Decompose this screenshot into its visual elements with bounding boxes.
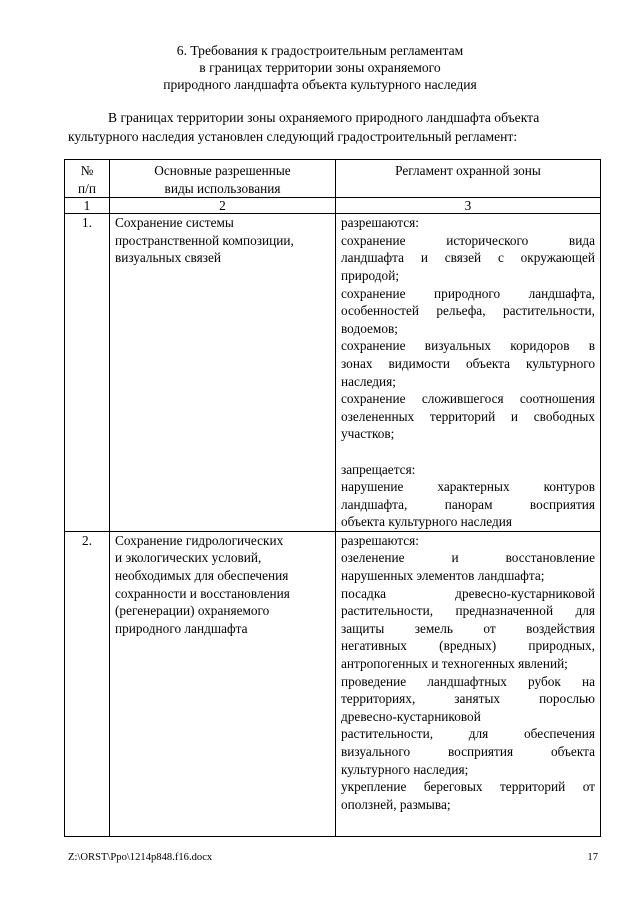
allowed-line: озелененных территорий и свободных	[341, 408, 595, 424]
use-line: сохранности и восстановления	[115, 585, 290, 601]
header-uses-line-2: виды использования	[164, 180, 281, 196]
use-line: природного ландшафта	[115, 620, 248, 636]
allowed-line: оползней, размыва;	[341, 796, 451, 812]
column-number: 2	[110, 198, 336, 214]
allowed-line: культурного наследия;	[341, 761, 469, 777]
allowed-line: сохранение исторического вида	[341, 232, 595, 248]
allowed-line: растительности, для обеспечения	[341, 726, 595, 742]
forbidden-line: нарушение характерных контуров	[341, 479, 595, 495]
forbidden-line: ландшафта, панорам восприятия	[341, 496, 595, 512]
intro-line-2: культурного наследия установлен следующий градостроительный регламент:	[68, 129, 518, 144]
header-number-line-1: №	[80, 163, 94, 178]
spacer	[341, 443, 595, 461]
table-row	[65, 531, 601, 836]
row-use-cell	[110, 531, 336, 836]
forbidden-title: запрещается:	[341, 461, 416, 477]
allowed-line: защиты земель от воздействия	[341, 620, 595, 636]
row-number: 2.	[65, 531, 110, 836]
allowed-line: нарушенных элементов ландшафта;	[341, 568, 545, 584]
header-number-line-2: п/п	[78, 180, 96, 196]
heading-line-1: 6. Требования к градостроительным регламентам	[176, 43, 464, 58]
header-uses-line-1: Основные разрешенные	[154, 163, 291, 178]
forbidden-line: объекта культурного наследия	[341, 514, 512, 530]
header-uses	[110, 160, 336, 198]
section-heading	[70, 42, 570, 93]
allowed-title: разрешаются:	[341, 215, 419, 231]
allowed-line: территориях, занятых порослью	[341, 691, 595, 707]
allowed-line: сохранение визуальных коридоров в	[341, 338, 595, 354]
use-line: пространственной композиции,	[115, 232, 294, 248]
allowed-line: участков;	[341, 426, 395, 442]
use-line: Сохранение системы	[115, 215, 234, 231]
heading-line-3: природного ландшафта объекта культурного наследия	[163, 77, 477, 92]
row-number: 1.	[65, 214, 110, 532]
use-line: необходимых для обеспечения	[115, 568, 289, 584]
allowed-line: природой;	[341, 267, 400, 283]
allowed-line: негативных (вредных) природных,	[341, 638, 595, 654]
allowed-title: разрешаются:	[341, 532, 419, 548]
column-number-row	[65, 198, 601, 214]
allowed-line: сохранение природного ландшафта,	[341, 285, 595, 301]
regulation-table	[64, 159, 601, 837]
heading-line-2: в границах территории зоны охраняемого	[199, 60, 441, 75]
column-number: 3	[336, 198, 601, 214]
row-regulation-cell	[336, 214, 601, 532]
row-use-cell	[110, 214, 336, 532]
allowed-line: зонах видимости объекта культурного	[341, 355, 595, 371]
allowed-line: ландшафта и связей с окружающей	[341, 250, 595, 266]
allowed-line: посадка древесно-кустарниковой	[341, 585, 595, 601]
use-line: визуальных связей	[115, 250, 221, 266]
footer-page-number: 17	[587, 852, 598, 863]
allowed-line: укрепление береговых территорий от	[341, 779, 595, 795]
allowed-line: антропогенных и техногенных явлений;	[341, 656, 568, 672]
intro-line-1: В границах территории зоны охраняемого природного ландшафта объекта	[108, 110, 540, 125]
column-number: 1	[65, 198, 110, 214]
allowed-line: наследия;	[341, 373, 396, 389]
intro-paragraph	[68, 108, 600, 146]
use-line: (регенерации) охраняемого	[115, 603, 270, 619]
allowed-line: растительности, предназначенной для	[341, 603, 595, 619]
allowed-line: водоемов;	[341, 320, 398, 336]
row-regulation-cell	[336, 531, 601, 836]
allowed-line: древесно-кустарниковой	[341, 708, 481, 724]
table-header-row	[65, 160, 601, 198]
header-number	[65, 160, 110, 198]
allowed-line: особенностей рельефа, растительности,	[341, 303, 595, 319]
allowed-line: озеленение и восстановление	[341, 550, 595, 566]
footer-file-path: Z:\ORST\Ppo\1214p848.f16.docx	[68, 852, 213, 863]
use-line: Сохранение гидрологических	[115, 532, 284, 548]
table-row	[65, 214, 601, 532]
allowed-line: проведение ландшафтных рубок на	[341, 673, 595, 689]
use-line: и экологических условий,	[115, 550, 262, 566]
allowed-line: сохранение сложившегося соотношения	[341, 391, 595, 407]
allowed-line: визуального восприятия объекта	[341, 744, 595, 759]
header-regulation: Регламент охранной зоны	[336, 160, 601, 198]
